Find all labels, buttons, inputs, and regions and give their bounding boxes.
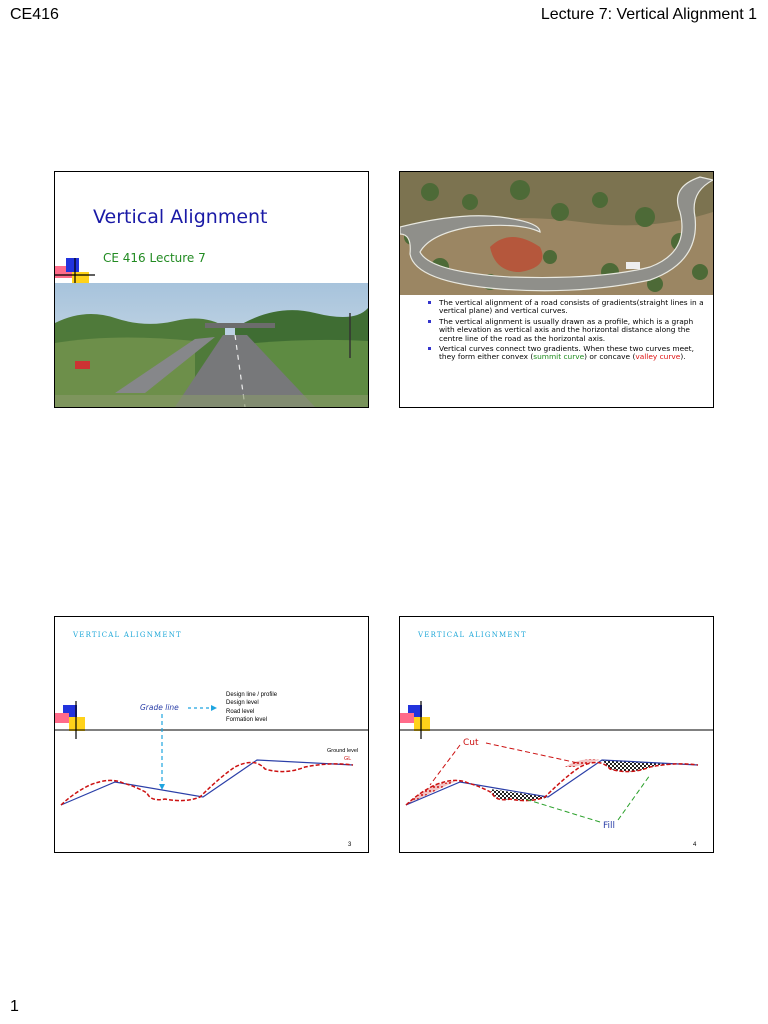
page-number: 1 [10, 998, 19, 1015]
slide-number: 4 [693, 842, 697, 848]
list-item: Vertical curves connect two gradients. When these two curves meet, they form either convex (summit curve) or concave (valley curve). [428, 345, 704, 362]
bullet-list [428, 299, 704, 364]
lecture-title: Lecture 7: Vertical Alignment 1 [540, 6, 757, 23]
slide-3-grade-line [54, 616, 369, 853]
fill-label: Fill [603, 821, 616, 831]
winding-road-photo [400, 172, 713, 295]
ground-line [61, 762, 353, 805]
arrow-right-icon [211, 705, 217, 711]
slide-1-subtitle: CE 416 Lecture 7 [103, 251, 206, 265]
slide-3-heading: VERTICAL ALIGNMENT [73, 631, 182, 639]
slide-decoration-icon [400, 701, 713, 739]
slide-1-heading: Vertical Alignment [93, 206, 268, 228]
slide-4-cut-fill [399, 616, 714, 853]
valley-curve-term: valley curve [635, 352, 681, 362]
highway-photo [55, 283, 368, 407]
slide-2-description [399, 171, 714, 408]
slide-1-title [54, 171, 369, 408]
cut-label: Cut [463, 738, 479, 748]
cut-fill-diagram [400, 617, 713, 852]
list-item: The vertical alignment of a road consists of gradients(straight lines in a vertical plane) and vertical curves. [428, 299, 704, 316]
bullet-icon [428, 347, 431, 350]
grade-line-diagram [55, 617, 368, 852]
design-line [61, 760, 353, 805]
slide-4-heading: VERTICAL ALIGNMENT [418, 631, 527, 639]
slide-number: 3 [348, 842, 352, 848]
bullet-icon [428, 320, 431, 323]
ground-level-label: Ground level [327, 748, 359, 754]
design-terms: Design line / profile Design level Road level Formation level [226, 692, 278, 723]
bullet-icon [428, 301, 431, 304]
grade-line-label: Grade line [140, 703, 179, 712]
list-item: The vertical alignment is usually drawn as a profile, which is a graph with elevation as vertical axis and the horizontal distance along the centre line of the road as the horizontal axis. [428, 318, 704, 343]
course-code: CE416 [10, 6, 59, 23]
summit-curve-term: summit curve [533, 352, 585, 362]
gl-label: GL [344, 756, 352, 762]
